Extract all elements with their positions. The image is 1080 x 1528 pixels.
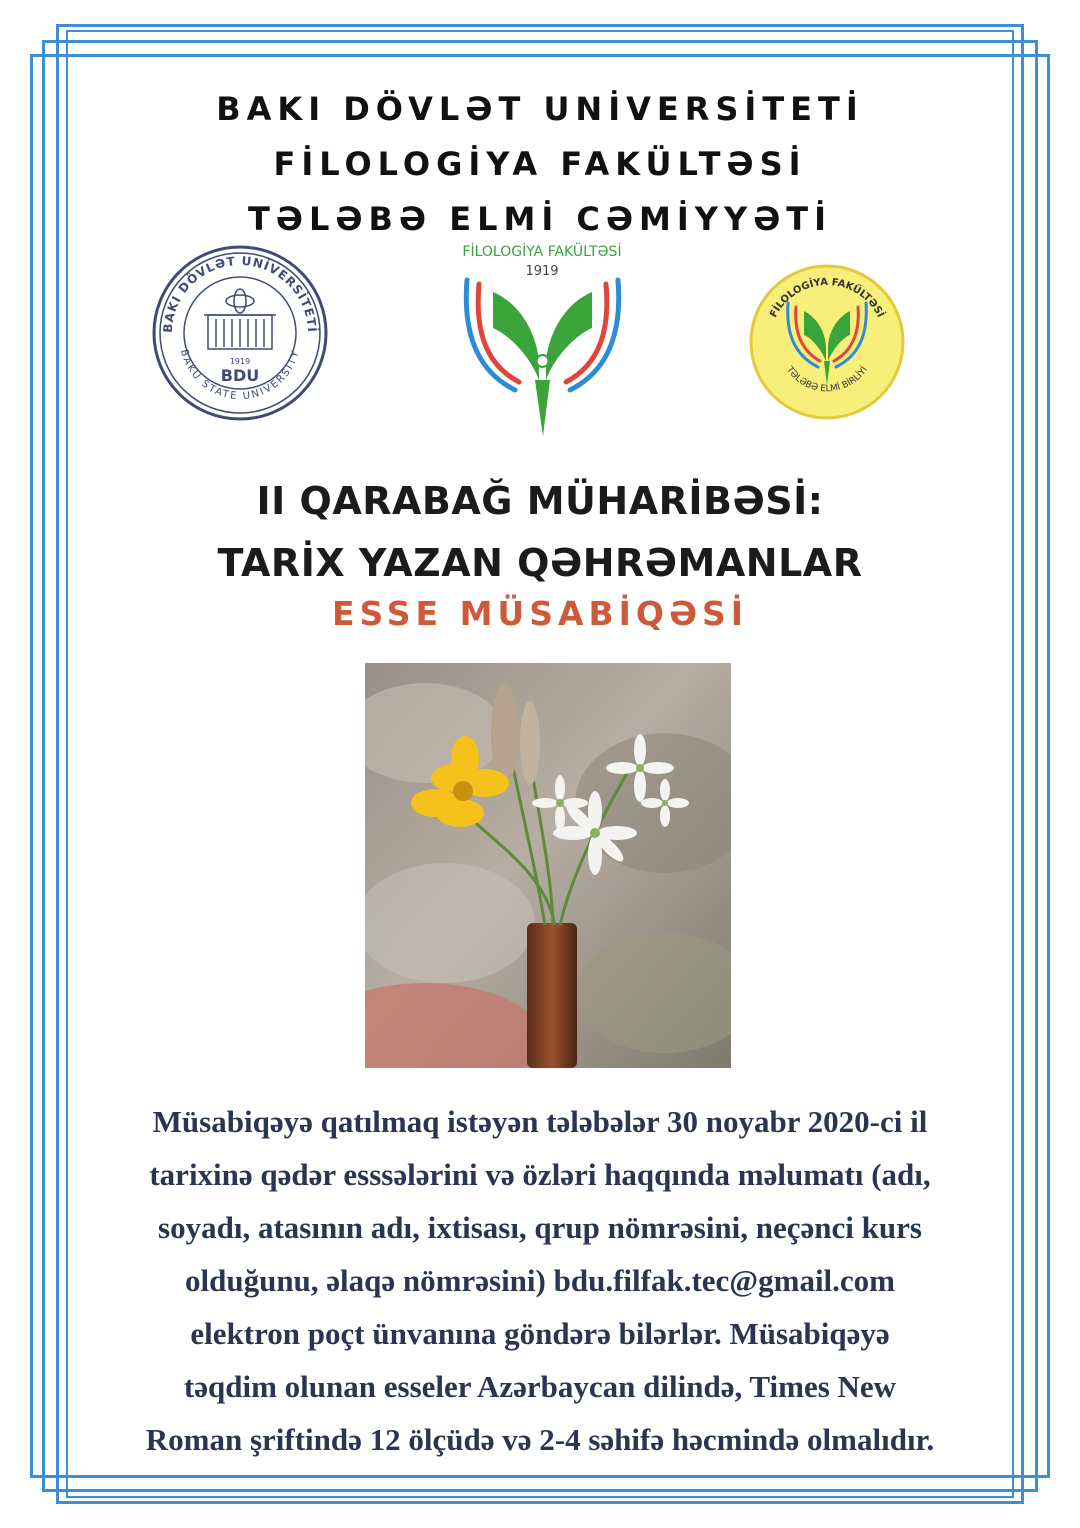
bdu-seal-logo — [150, 243, 330, 423]
seal-text-bottom: BAKU STATE UNIVERSITY — [178, 348, 302, 403]
description-line: elektron poçt ünvanına göndərə bilərlər. Müsabiqəyə — [190, 1316, 890, 1351]
description-line: Müsabiqəyə qatılmaq istəyən tələbələr 30 noyabr 2020-ci il — [152, 1104, 928, 1139]
bullet-shell — [527, 923, 577, 1068]
header-faculty: FİLOLOGİYA FAKÜLTƏSİ — [273, 145, 807, 183]
event-title — [0, 470, 1080, 594]
faculty-logo-year: 1919 — [525, 264, 559, 279]
header-society: TƏLƏBƏ ELMİ CƏMİYYƏTİ — [247, 200, 833, 238]
description-line: olduğunu, əlaqə nömrəsini) bdu.filfak.tec@gmail.com — [184, 1263, 896, 1298]
description-line: tarixinə qədər esssələrini və özləri haqqında məlumatı (adı, — [149, 1157, 931, 1192]
grass-spike — [491, 683, 519, 783]
seal-year: 1919 — [229, 357, 251, 366]
description-line: soyadı, atasının adı, ixtisası, qrup nömrəsini, neçənci kurs — [158, 1210, 922, 1245]
round-logo-bottom-text: TƏLƏBƏ ELMİ BİRLİYİ — [784, 365, 870, 395]
faculty-logo-name: FİLOLOGİYA FAKÜLTƏSİ — [462, 244, 622, 260]
student-union-logo — [748, 263, 906, 421]
event-title-line2: TARİX YAZAN QƏHRƏMANLAR — [217, 541, 863, 585]
round-logo-top-text: FİLOLOGİYA FAKÜLTƏSİ — [768, 276, 886, 320]
faculty-logo — [445, 240, 640, 440]
contest-description — [58, 1095, 1022, 1466]
header — [0, 82, 1080, 247]
event-title-line1: II QARABAĞ MÜHARİBƏSİ: — [256, 479, 824, 523]
event-subtitle: ESSE MÜSABİQƏSİ — [331, 594, 749, 633]
description-line: Roman şriftində 12 ölçüdə və 2-4 səhifə həcmində olmalıdır. — [145, 1422, 935, 1457]
flag-stripes-icon — [466, 280, 618, 390]
flower-photo — [365, 663, 731, 1068]
description-line: təqdim olunan esseler Azərbaycan dilində, Times New — [183, 1369, 897, 1404]
header-university: BAKI DÖVLƏT UNİVERSİTETİ — [216, 90, 864, 128]
seal-abbr: BDU — [220, 366, 260, 385]
seal-text-top: BAKI DÖVLƏT UNİVERSİTETİ — [160, 253, 320, 334]
